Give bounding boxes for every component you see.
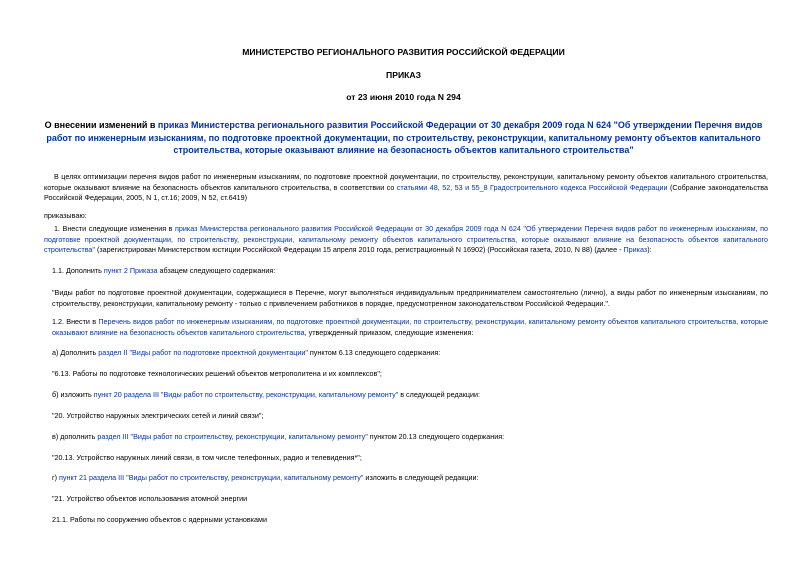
item-d-text: г) — [52, 473, 60, 482]
p1-text: 1. Внести следующие изменения в — [54, 224, 175, 233]
paragraph-1 — [44, 224, 768, 256]
p1-2-post: , утвержденный приказом, следующие изменения: — [304, 327, 474, 337]
decree-word: приказываю: — [44, 211, 87, 220]
item-b-post: в следующей редакции: — [398, 390, 480, 399]
item-c — [52, 432, 768, 443]
intro-source: (Собрание законодательства Российской Федерации, 2005, N 1, ст.16; 2009, N 52, ст.6419) — [44, 182, 768, 202]
quote-item-c: "20.13. Устройство наружных линий связи, в том числе телефонных, радио и телевидения*"; — [52, 453, 362, 462]
quote-item-b: "20. Устройство наружных электрических сетей и линий связи"; — [52, 411, 264, 420]
item-c-post: пунктом 20.13 следующего содержания: — [367, 432, 505, 441]
p1-registration: (зарегистрирован Министерством юстиции Российской Федерации 15 апреля 2010 года, регистрационный N 16902) (Российская газета, 2010, N 88) (далее - — [94, 245, 624, 254]
ministry-heading: МИНИСТЕРСТВО РЕГИОНАЛЬНОГО РАЗВИТИЯ РОССИЙСКОЙ ФЕДЕРАЦИИ — [242, 47, 565, 57]
point-21-link[interactable]: пункт 21 раздела III "Виды работ по строительству, реконструкции, капитальному ремонту" — [59, 473, 364, 482]
quote-item-d-1: "21. Устройство объектов использования атомной энергии — [52, 494, 248, 503]
item-a-text: а) Дополнить — [52, 348, 99, 357]
item-d — [52, 473, 768, 484]
p1-end: ): — [647, 245, 652, 254]
point-20-link[interactable]: пункт 20 раздела III "Виды работ по строительству, реконструкции, капитальному ремонту" — [93, 390, 399, 399]
quote-item-d-2: 21.1. Работы по сооружению объектов с ядерными установками — [52, 515, 267, 524]
intro-text: В целях оптимизации перечня видов работ по инженерным изысканиям, по подготовке проектной документации, по строительству, реконструкции, капитальному ремонту объектов капитального строительства, которые оказывают влияние на безопасность объектов капитального строительства, в соответствии со — [44, 172, 768, 192]
section-3-link[interactable]: раздел III "Виды работ по строительству, реконструкции, капитальному ремонту" — [97, 432, 368, 441]
paragraph-1-1 — [52, 266, 768, 277]
order-short-link[interactable]: Приказ — [623, 245, 648, 254]
item-a-post: пунктом 6.13 следующего содержания: — [307, 348, 441, 357]
paragraph-1-2 — [52, 317, 768, 338]
quote-paragraph-1: "Виды работ по подготовке проектной документации, содержащиеся в Перечне, могут выполняться индивидуальным предпринимателем самостоятельно (лично), а виды работ по инженерным изысканиям, по строительству, реконструкции, капитальному ремонту - только с привлечением работников в порядке, предусмотренном законодательством Российской Федерации.". — [52, 288, 768, 308]
title-order-link[interactable]: приказ Министерства регионального развития Российской Федерации от 30 декабря 2009 года N 624 "Об утверждении Перечня видов работ по инженерным изысканиям, по подготовке проектной документации, по строительству, реконструкции, капитальному ремонту объектов капитального строительства, которые оказывают влияние на безопасность объектов капитального строительства" — [46, 120, 763, 155]
order-date: от 23 июня 2010 года N 294 — [346, 92, 461, 102]
section-2-link[interactable]: раздел II "Виды работ по подготовке проектной документации" — [98, 348, 308, 357]
quote-item-a: "6.13. Работы по подготовке технологических решений объектов метрополитена и их комплексов"; — [52, 369, 382, 378]
item-a — [52, 348, 768, 359]
order-heading: ПРИКАЗ — [386, 70, 421, 80]
point-2-link[interactable]: пункт 2 Приказа — [103, 266, 158, 275]
item-d-post: изложить в следующей редакции: — [363, 473, 479, 482]
p1-2-text: 1.2. Внести в — [52, 317, 99, 326]
title-prefix: О внесении изменений в — [44, 120, 158, 130]
item-c-text: в) дополнить — [52, 432, 98, 441]
item-b-text: б) изложить — [52, 390, 94, 399]
p1-1-text: 1.1. Дополнить — [52, 266, 104, 275]
p1-1-post: абзацем следующего содержания: — [157, 266, 276, 275]
gradcode-link[interactable]: статьями 48, 52, 53 и 55_8 Градостроительного кодекса Российской Федерации — [396, 182, 668, 192]
intro-paragraph — [44, 172, 768, 204]
document-title — [40, 119, 767, 157]
order-624-link[interactable]: приказ Министерства регионального развития Российской Федерации от 30 декабря 2009 года N 624 "Об утверждении Перечня видов работ по инженерным изысканиям, по подготовке проектной документации, по строительству, реконструкции, капитальному ремонту объектов капитального строительства, которые оказывают влияние на безопасность объектов капитального строительства" — [44, 224, 768, 254]
item-b — [52, 390, 768, 401]
works-list-link[interactable]: Перечень видов работ по инженерным изысканиям, по подготовке проектной документации, по строительству, реконструкции, капитальному ремонту объектов капитального строительства, которые оказывают влияние на безопасность объектов капитального строительства — [52, 317, 768, 337]
